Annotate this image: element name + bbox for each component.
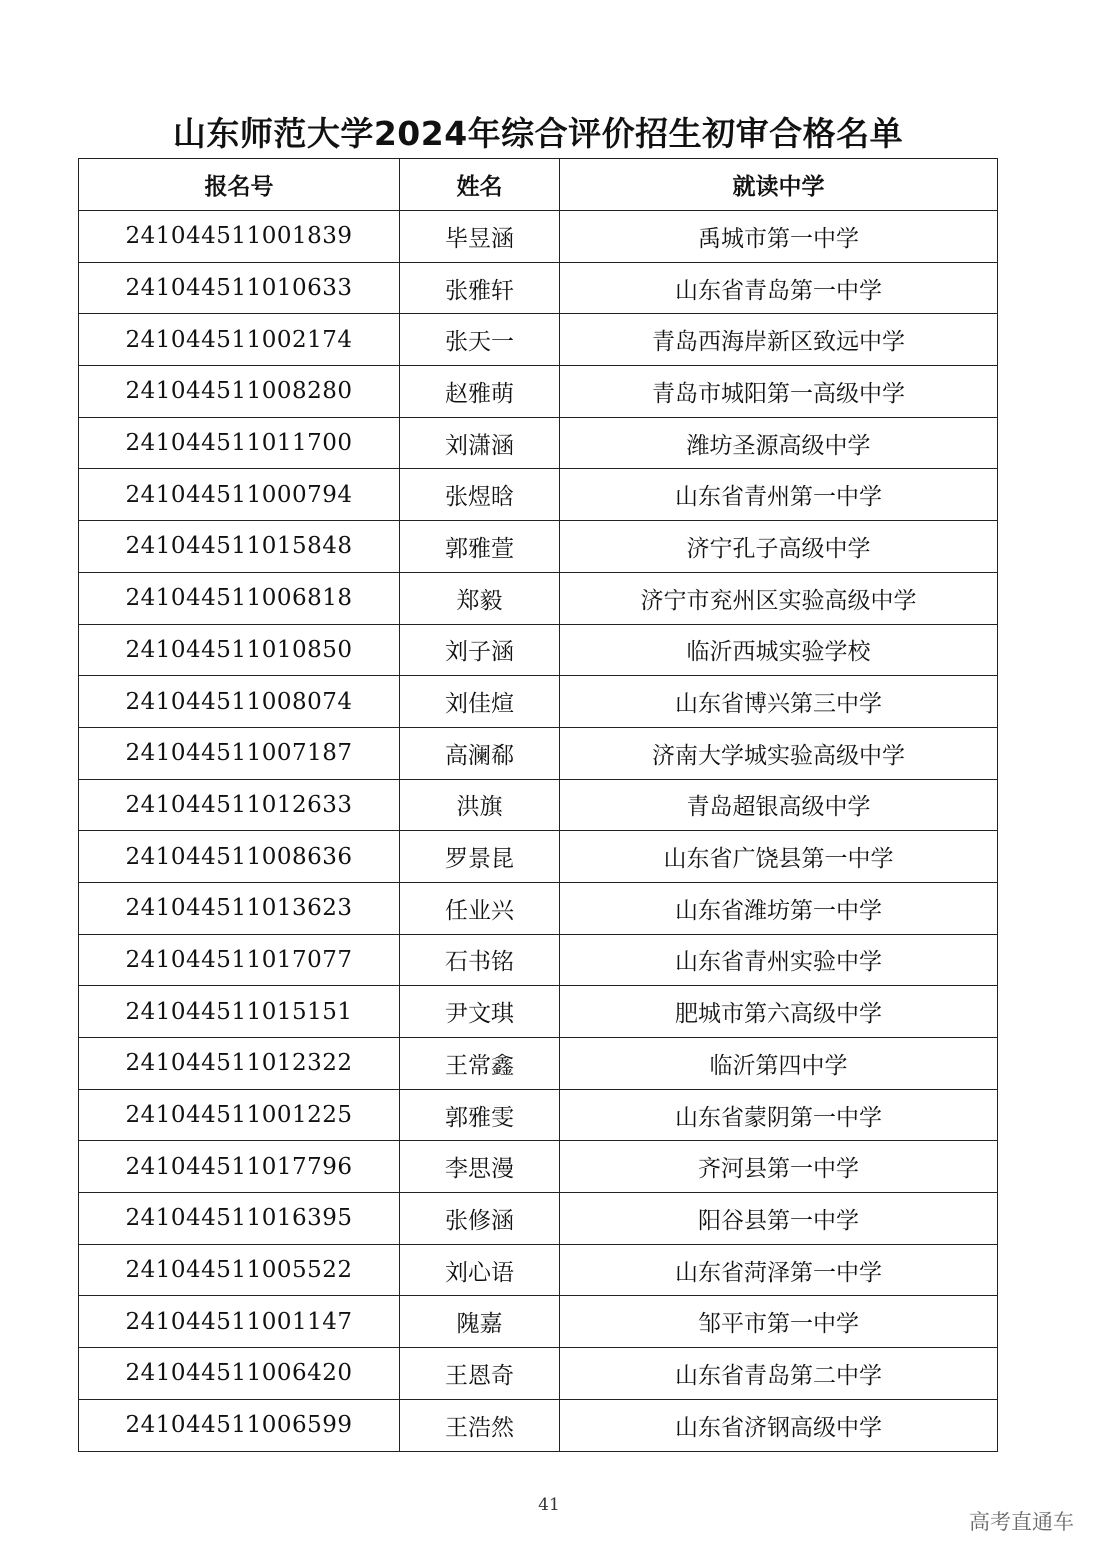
student-name-cell: 张雅轩 (400, 262, 560, 314)
student-name-cell: 刘子涵 (400, 624, 560, 676)
school-name-cell: 阳谷县第一中学 (560, 1193, 998, 1245)
table-row (79, 624, 998, 676)
school-name-cell: 山东省青岛第一中学 (560, 262, 998, 314)
school-name-cell: 山东省青州实验中学 (560, 934, 998, 986)
school-name-cell: 济南大学城实验高级中学 (560, 727, 998, 779)
school-name-cell: 禹城市第一中学 (560, 211, 998, 263)
registration-number-cell: 241044511016395 (79, 1193, 400, 1245)
school-name-cell: 齐河县第一中学 (560, 1141, 998, 1193)
student-name-cell: 尹文琪 (400, 986, 560, 1038)
watermark-logo-text: 高考直通车 (969, 1510, 1074, 1534)
registration-number-cell: 241044511010633 (79, 262, 400, 314)
document-title: 山东师范大学2024年综合评价招生初审合格名单 (172, 114, 904, 153)
student-name-cell: 郭雅萱 (400, 521, 560, 573)
school-name-cell: 山东省广饶县第一中学 (560, 831, 998, 883)
student-name-cell: 石书铭 (400, 934, 560, 986)
admission-list-table (78, 158, 998, 1452)
student-name-cell: 刘心语 (400, 1244, 560, 1296)
student-name-cell: 王恩奇 (400, 1348, 560, 1400)
school-name-cell: 山东省博兴第三中学 (560, 676, 998, 728)
registration-number-cell: 241044511012633 (79, 779, 400, 831)
school-name-cell: 青岛超银高级中学 (560, 779, 998, 831)
school-name-cell: 山东省济钢高级中学 (560, 1399, 998, 1451)
registration-number-cell: 241044511002174 (79, 314, 400, 366)
table-row (79, 727, 998, 779)
student-name-cell: 王浩然 (400, 1399, 560, 1451)
student-name-cell: 高澜郗 (400, 727, 560, 779)
student-name-cell: 刘佳煊 (400, 676, 560, 728)
student-name-cell: 郭雅雯 (400, 1089, 560, 1141)
student-name-cell: 任业兴 (400, 882, 560, 934)
table-header-row (79, 159, 998, 211)
student-name-cell: 隗嘉 (400, 1296, 560, 1348)
registration-number-cell: 241044511007187 (79, 727, 400, 779)
school-name-cell: 山东省菏泽第一中学 (560, 1244, 998, 1296)
table-row (79, 211, 998, 263)
registration-number-cell: 241044511001147 (79, 1296, 400, 1348)
school-name-cell: 山东省青州第一中学 (560, 469, 998, 521)
student-name-cell: 李思漫 (400, 1141, 560, 1193)
table-row (79, 1193, 998, 1245)
school-name-cell: 济宁孔子高级中学 (560, 521, 998, 573)
registration-number-cell: 241044511008636 (79, 831, 400, 883)
table-row (79, 262, 998, 314)
table-row (79, 572, 998, 624)
school-name-cell: 山东省潍坊第一中学 (560, 882, 998, 934)
page-number: 41 (538, 1495, 560, 1515)
table-row (79, 1038, 998, 1090)
table-row (79, 1348, 998, 1400)
registration-number-cell: 241044511005522 (79, 1244, 400, 1296)
registration-number-cell: 241044511013623 (79, 882, 400, 934)
table-row (79, 1244, 998, 1296)
school-name-cell: 潍坊圣源高级中学 (560, 417, 998, 469)
table-row (79, 1089, 998, 1141)
registration-number-cell: 241044511006420 (79, 1348, 400, 1400)
table-row (79, 1141, 998, 1193)
school-name-cell: 临沂西城实验学校 (560, 624, 998, 676)
registration-number-cell: 241044511006599 (79, 1399, 400, 1451)
registration-number-cell: 241044511000794 (79, 469, 400, 521)
school-name-cell: 邹平市第一中学 (560, 1296, 998, 1348)
table-row (79, 882, 998, 934)
registration-number-cell: 241044511017796 (79, 1141, 400, 1193)
table-row (79, 676, 998, 728)
school-name-cell: 山东省蒙阴第一中学 (560, 1089, 998, 1141)
registration-number-cell: 241044511010850 (79, 624, 400, 676)
table-row (79, 469, 998, 521)
table-row (79, 986, 998, 1038)
registration-number-cell: 241044511001839 (79, 211, 400, 263)
column-header-school: 就读中学 (560, 159, 998, 211)
registration-number-cell: 241044511015848 (79, 521, 400, 573)
registration-number-cell: 241044511001225 (79, 1089, 400, 1141)
table-row (79, 314, 998, 366)
table-row (79, 831, 998, 883)
student-name-cell: 张天一 (400, 314, 560, 366)
student-name-cell: 赵雅萌 (400, 366, 560, 418)
student-name-cell: 刘潇涵 (400, 417, 560, 469)
column-header-registration-number: 报名号 (79, 159, 400, 211)
registration-number-cell: 241044511006818 (79, 572, 400, 624)
table-body (79, 211, 998, 1452)
table-row (79, 934, 998, 986)
table-row (79, 521, 998, 573)
student-name-cell: 王常鑫 (400, 1038, 560, 1090)
column-header-name: 姓名 (400, 159, 560, 211)
student-name-cell: 洪旗 (400, 779, 560, 831)
student-name-cell: 张煜晗 (400, 469, 560, 521)
table-row (79, 366, 998, 418)
registration-number-cell: 241044511015151 (79, 986, 400, 1038)
school-name-cell: 青岛市城阳第一高级中学 (560, 366, 998, 418)
student-name-cell: 张修涵 (400, 1193, 560, 1245)
table-row (79, 417, 998, 469)
school-name-cell: 肥城市第六高级中学 (560, 986, 998, 1038)
school-name-cell: 山东省青岛第二中学 (560, 1348, 998, 1400)
student-name-cell: 郑毅 (400, 572, 560, 624)
registration-number-cell: 241044511011700 (79, 417, 400, 469)
student-name-cell: 毕昱涵 (400, 211, 560, 263)
registration-number-cell: 241044511008280 (79, 366, 400, 418)
table-row (79, 1296, 998, 1348)
table-row (79, 779, 998, 831)
table-row (79, 1399, 998, 1451)
registration-number-cell: 241044511008074 (79, 676, 400, 728)
student-name-cell: 罗景昆 (400, 831, 560, 883)
school-name-cell: 济宁市兖州区实验高级中学 (560, 572, 998, 624)
registration-number-cell: 241044511012322 (79, 1038, 400, 1090)
school-name-cell: 临沂第四中学 (560, 1038, 998, 1090)
school-name-cell: 青岛西海岸新区致远中学 (560, 314, 998, 366)
registration-number-cell: 241044511017077 (79, 934, 400, 986)
